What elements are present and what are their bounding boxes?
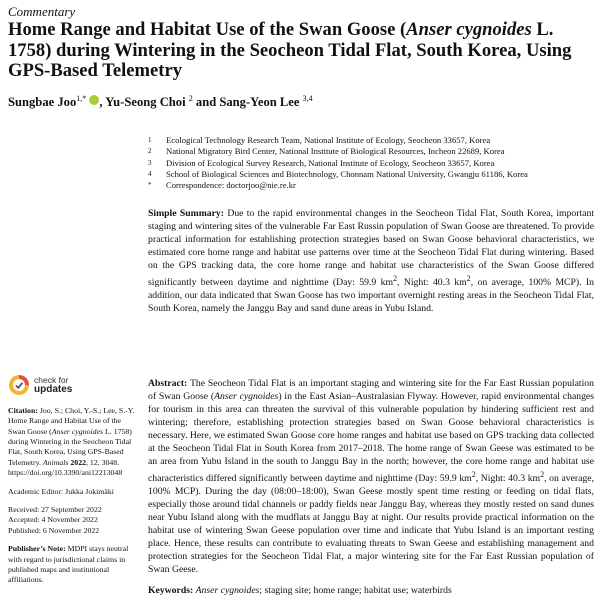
affiliation-item <box>148 135 593 146</box>
author-1: Sungbae Joo <box>8 95 77 110</box>
affiliation-number: 1 <box>148 136 152 144</box>
abstract <box>148 377 594 576</box>
publisher-note-label: Publisher’s Note: <box>8 544 66 554</box>
sidebar <box>8 372 138 586</box>
simple-summary <box>148 207 594 315</box>
author-list <box>8 94 313 110</box>
correspondence-item <box>148 180 593 191</box>
citation-doi[interactable]: , 12, 3048. https://doi.org/10.3390/ani12213048 <box>8 457 123 478</box>
author-1-sup: 1,* <box>76 94 87 103</box>
check-for-updates-icon <box>8 374 30 396</box>
affiliation-list <box>148 135 593 191</box>
paper-title <box>8 20 593 82</box>
citation-label: Citation: <box>8 405 38 415</box>
superscript: 2 <box>466 274 471 283</box>
simple-summary-text: , Night: 40.3 km <box>397 277 467 289</box>
affiliation-item <box>148 158 593 169</box>
abstract-text: The Seocheon Tidal Flat is an important staging and wintering site for the Far East Russian population of Swan Goose ( <box>148 378 594 402</box>
accepted-date: Accepted: 4 November 2022 <box>8 515 98 525</box>
abstract-text: , on average, 100% MCP). During the day (08:00–18:00), Swan Geese mostly spent time resting or feeding on tidal flats, especially those around tidal channels or paddy fields near Janggu Bay, whereas they mostly rested on sand dunes near Yubu Island along with the mudflats at Janggu Bay at night. Our results provide practical information on the habitat use of wintering Swan Geese population over time and indicate that Yubu Island is an important resting place. Hence, these results can contribute to evaluating threats to Swan Geese and establishing management and protection strategies for the Seocheon Tidal Flat, a major wintering site for the Far East Russian population of Swan Geese. <box>148 473 594 576</box>
author-3: and Sang-Yeon Lee <box>192 95 300 110</box>
title-part-2: L. 1758) during Wintering in the Seocheon Tidal Flat, South Korea, Using GPS-Based Telemetry <box>8 19 572 81</box>
affiliation-item <box>148 169 593 180</box>
affiliation-text: National Migratory Bird Center, National Institute of Biological Resources, Incheon 22689, Korea <box>166 146 505 157</box>
correspondence-text[interactable]: Correspondence: doctorjoo@nie.re.kr <box>166 180 296 191</box>
affiliation-number: * <box>148 181 152 190</box>
affiliation-number: 4 <box>148 169 152 178</box>
author-3-sup: 3,4 <box>302 94 313 103</box>
affiliation-text: Division of Ecological Survey Research, National Institute of Ecology, Seocheon 33657, Korea <box>166 157 495 168</box>
affiliation-item <box>148 146 593 157</box>
updates-line-2: updates <box>34 384 73 395</box>
citation-journal: Animals <box>42 457 69 467</box>
academic-editor: Academic Editor: Jukka Jokimäki <box>8 486 114 496</box>
affiliation-number: 2 <box>148 147 152 156</box>
received-date: Received: 27 September 2022 <box>8 505 102 515</box>
affiliation-text: School of Biological Sciences and Biotechnology, Chonnam National University, Gwangju 61186, Korea <box>166 168 528 179</box>
citation <box>8 406 138 479</box>
abstract-species: Anser cygnoides <box>214 391 279 402</box>
keywords <box>148 585 594 596</box>
publisher-note <box>8 544 138 586</box>
publisher-note-text: MDPI stays neutral with regard to jurisdictional claims in published maps and institutional affiliations. <box>8 544 129 585</box>
affiliation-text: Ecological Technology Research Team, National Institute of Ecology, Seocheon 33657, Korea <box>166 135 491 145</box>
updates-line-1: check for <box>34 374 69 385</box>
citation-text: Joo, S.; Choi, Y.-S.; Lee, S.-Y. Home Range and Habitat Use of the Swan Goose ( <box>8 405 135 436</box>
title-species: Anser cygnoides <box>406 19 532 40</box>
affiliation-number: 3 <box>148 158 152 167</box>
simple-summary-label: Simple Summary: <box>148 208 224 219</box>
keywords-label: Keywords: <box>148 585 194 596</box>
check-for-updates-badge[interactable] <box>8 372 138 398</box>
author-2: , Yu-Seong Choi <box>99 95 186 110</box>
abstract-label: Abstract: <box>148 378 188 389</box>
title-part-1: Home Range and Habitat Use of the Swan Goose ( <box>8 19 407 40</box>
section-label: Commentary <box>8 4 76 19</box>
superscript: 2 <box>471 470 476 479</box>
keyword-species: Anser cygnoides <box>195 585 260 596</box>
superscript: 2 <box>393 274 398 283</box>
published-date: Published: 6 November 2022 <box>8 525 100 535</box>
keywords-text: ; staging site; home range; habitat use; waterbirds <box>259 585 452 596</box>
citation-species: Anser cygnoides <box>51 426 104 436</box>
superscript: 2 <box>540 470 545 479</box>
abstract-text: ) in the East Asian–Australasian Flyway. However, rapid environmental changes for tourism in this area can threaten the survival of this vulnerable population by hindering sufficient rest and wintering; therefore, establishing protection strategies based on Swan Goose behavioral characteristics is necessary. Here, we estimated Swan Goose core home ranges and habitat use based on GPS tracking data collected at the Seocheon Tidal Flat in South Korea from 2017–2018. The home range of Swan Geese was estimated to be an area from Yubu Island in the south to Janggu Bay in the north; however, the core home range and habitat use characteristics differed significantly between daytime and nighttime (Day: 59.9 km <box>148 391 594 485</box>
simple-summary-text: , on average, 100% MCP). In addition, our data indicated that Swan Goose has two important overnight resting areas in the Seocheon Tidal Flat, South Korea, namely the Janggu Bay and sand dune areas in Yubu Island. <box>148 277 594 315</box>
simple-summary-text: Due to the rapid environmental changes in the Seocheon Tidal Flat, South Korea, important staging and wintering sites of the vulnerable Far East Russin population of Swan Goose are threatened. To provide practical information for establishing protection strategies based on Swan Goose behavioral characteristics, we estimated core home range and habitat use patterns over time at the Seocheon Tidal Flat during wintering. Based on the GPS tracking data, the core home range and habitat use characteristics of the Swan Goose differed significantly between daytime and nighttime (Day: 59.9 km <box>148 208 595 289</box>
orcid-icon[interactable] <box>89 95 99 105</box>
citation-text: L. 1758) during Wintering in the Seocheon Tidal Flat, South Korea, Using GPS-Based Telemetry. <box>8 426 132 467</box>
abstract-text: , Night: 40.3 km <box>475 473 541 485</box>
citation-year: 2022 <box>68 457 86 467</box>
author-2-sup: 2 <box>188 94 193 103</box>
